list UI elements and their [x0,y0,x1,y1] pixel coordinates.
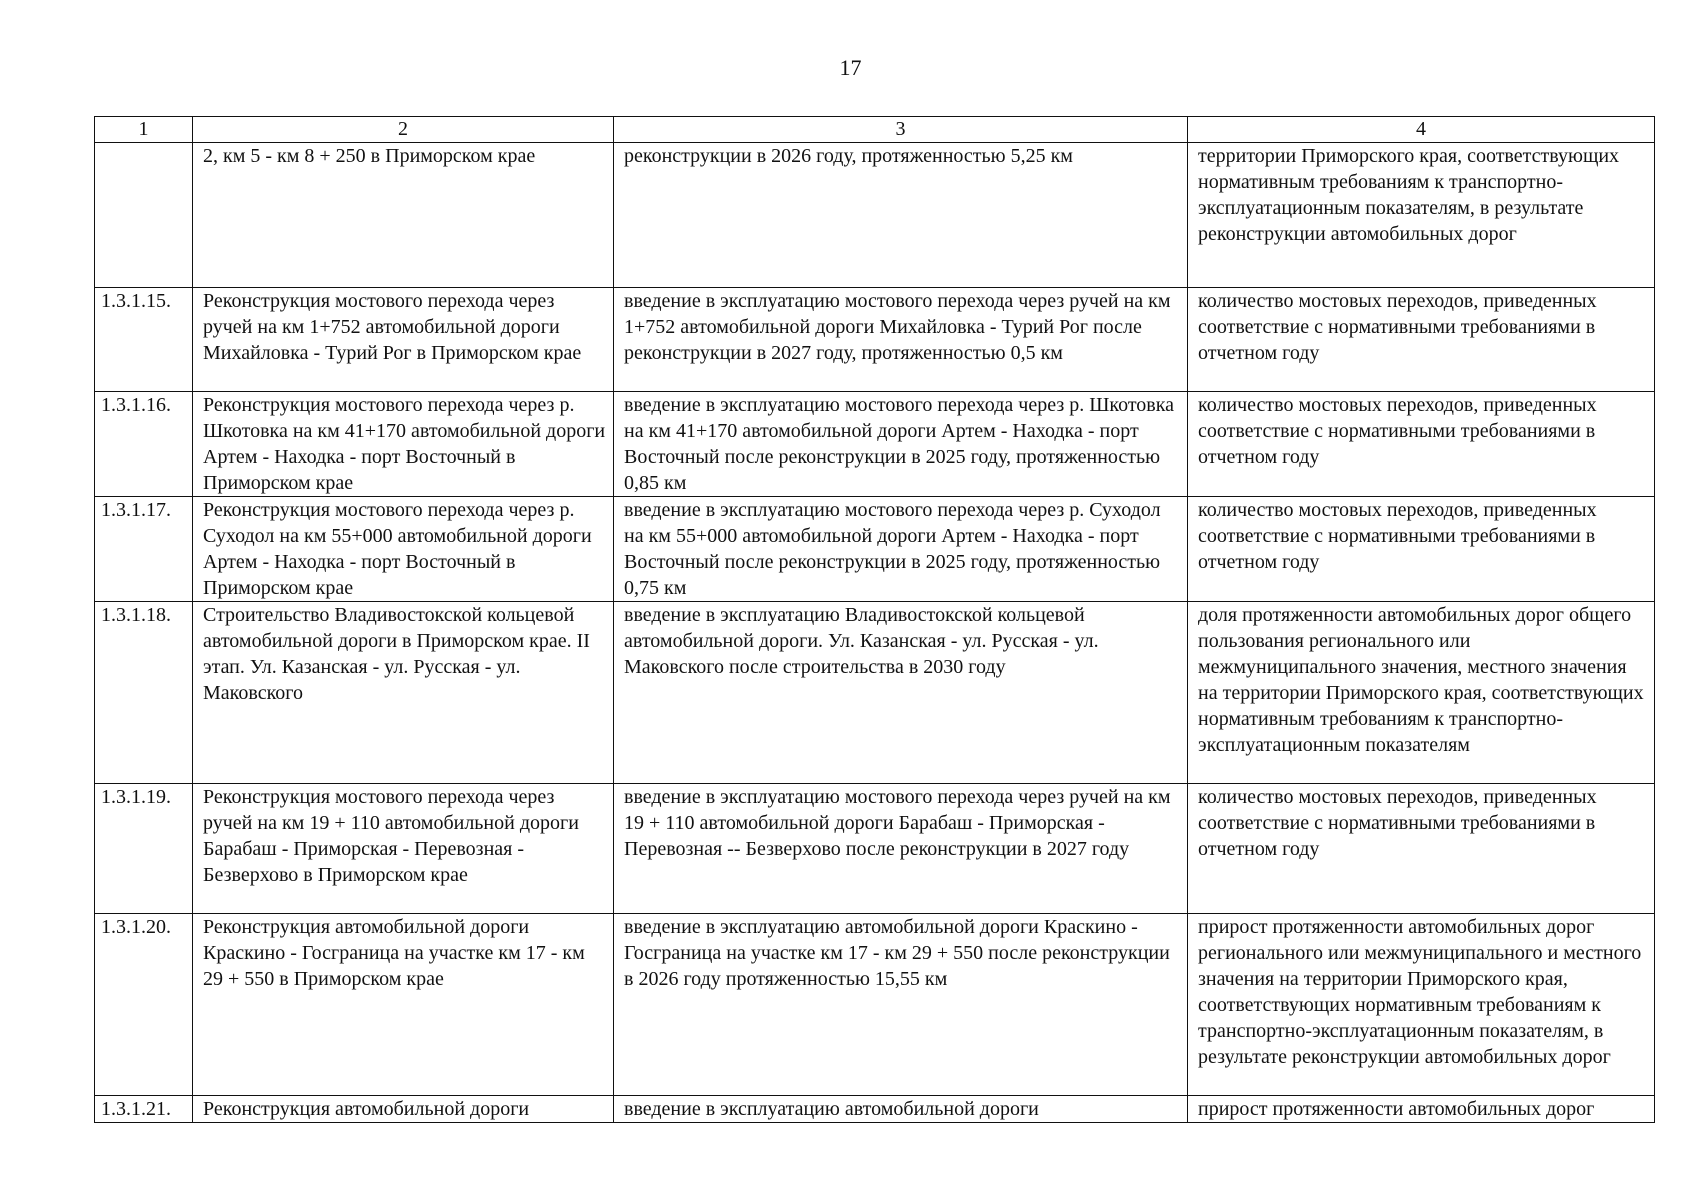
table-row [95,784,1655,914]
page-number: 17 [839,55,862,80]
expected-result: реконструкции в 2026 году, протяженностью 5,25 км [614,143,1188,288]
table-row [95,602,1655,784]
row-number: 1.3.1.17. [95,497,193,602]
table-row [95,497,1655,602]
expected-result: введение в эксплуатацию автомобильной дороги [614,1096,1188,1123]
indicator: количество мостовых переходов, приведенных соответствие с нормативными требованиями в отчетном году [1188,392,1655,497]
measure-name: Реконструкция мостового перехода через р. Шкотовка на км 41+170 автомобильной дороги Артем - Находка - порт Восточный в Приморском крае [193,392,614,497]
table-header-row [95,117,1655,143]
column-header-4: 4 [1188,117,1655,143]
table-row [95,288,1655,392]
indicator: территории Приморского края, соответствующих нормативным требованиям к транспортно-эксплуатационным показателям, в результате реконструкции автомобильных дорог [1188,143,1655,288]
indicator: прирост протяженности автомобильных дорог регионального или межмуниципального и местного значения на территории Приморского края, соответствующих нормативным требованиям к транспортно-эксплуатационным показателям, в результате реконструкции автомобильных дорог [1188,914,1655,1096]
measure-name: Реконструкция мостового перехода через ручей на км 1+752 автомобильной дороги Михайловка - Турий Рог в Приморском крае [193,288,614,392]
row-number: 1.3.1.19. [95,784,193,914]
indicator: прирост протяженности автомобильных дорог [1188,1096,1655,1123]
indicator: количество мостовых переходов, приведенных соответствие с нормативными требованиями в отчетном году [1188,497,1655,602]
measure-name: Строительство Владивостокской кольцевой автомобильной дороги в Приморском крае. II этап. Ул. Казанская - ул. Русская - ул. Маковского [193,602,614,784]
expected-result: введение в эксплуатацию мостового перехода через ручей на км 1+752 автомобильной дороги Михайловка - Турий Рог после реконструкции в 2027 году, протяженностью 0,5 км [614,288,1188,392]
column-header-1: 1 [95,117,193,143]
expected-result: введение в эксплуатацию мостового перехода через ручей на км 19 + 110 автомобильной дороги Барабаш - Приморская - Перевозная -- Безверхово после реконструкции в 2027 году [614,784,1188,914]
measure-name: Реконструкция автомобильной дороги Краскино - Госграница на участке км 17 - км 29 + 550 в Приморском крае [193,914,614,1096]
measure-name: Реконструкция мостового перехода через ручей на км 19 + 110 автомобильной дороги Барабаш - Приморская - Перевозная - Безверхово в Приморском крае [193,784,614,914]
table-row [95,914,1655,1096]
expected-result: введение в эксплуатацию Владивостокской кольцевой автомобильной дороги. Ул. Казанская - ул. Русская - ул. Маковского после строительства в 2030 году [614,602,1188,784]
expected-result: введение в эксплуатацию автомобильной дороги Краскино - Госграница на участке км 17 - км 29 + 550 после реконструкции в 2026 году протяженностью 15,55 км [614,914,1188,1096]
indicator: доля протяженности автомобильных дорог общего пользования регионального или межмуниципального значения, местного значения на территории Приморского края, соответствующих нормативным требованиям к транспортно-эксплуатационным показателям [1188,602,1655,784]
row-number: 1.3.1.15. [95,288,193,392]
row-number [95,143,193,288]
row-number: 1.3.1.21. [95,1096,193,1123]
column-header-3: 3 [614,117,1188,143]
column-header-2: 2 [193,117,614,143]
indicator: количество мостовых переходов, приведенных соответствие с нормативными требованиями в отчетном году [1188,288,1655,392]
expected-result: введение в эксплуатацию мостового перехода через р. Шкотовка на км 41+170 автомобильной дороги Артем - Находка - порт Восточный после реконструкции в 2025 году, протяженностью 0,85 км [614,392,1188,497]
row-number: 1.3.1.20. [95,914,193,1096]
expected-result: введение в эксплуатацию мостового перехода через р. Суходол на км 55+000 автомобильной дороги Артем - Находка - порт Восточный после реконструкции в 2025 году, протяженностью 0,75 км [614,497,1188,602]
table-row [95,143,1655,288]
program-table [94,116,1655,1123]
table-row [95,392,1655,497]
table-row [95,1096,1655,1123]
row-number: 1.3.1.16. [95,392,193,497]
row-number: 1.3.1.18. [95,602,193,784]
measure-name: Реконструкция мостового перехода через р. Суходол на км 55+000 автомобильной дороги Артем - Находка - порт Восточный в Приморском крае [193,497,614,602]
measure-name: 2, км 5 - км 8 + 250 в Приморском крае [193,143,614,288]
measure-name: Реконструкция автомобильной дороги [193,1096,614,1123]
indicator: количество мостовых переходов, приведенных соответствие с нормативными требованиями в отчетном году [1188,784,1655,914]
